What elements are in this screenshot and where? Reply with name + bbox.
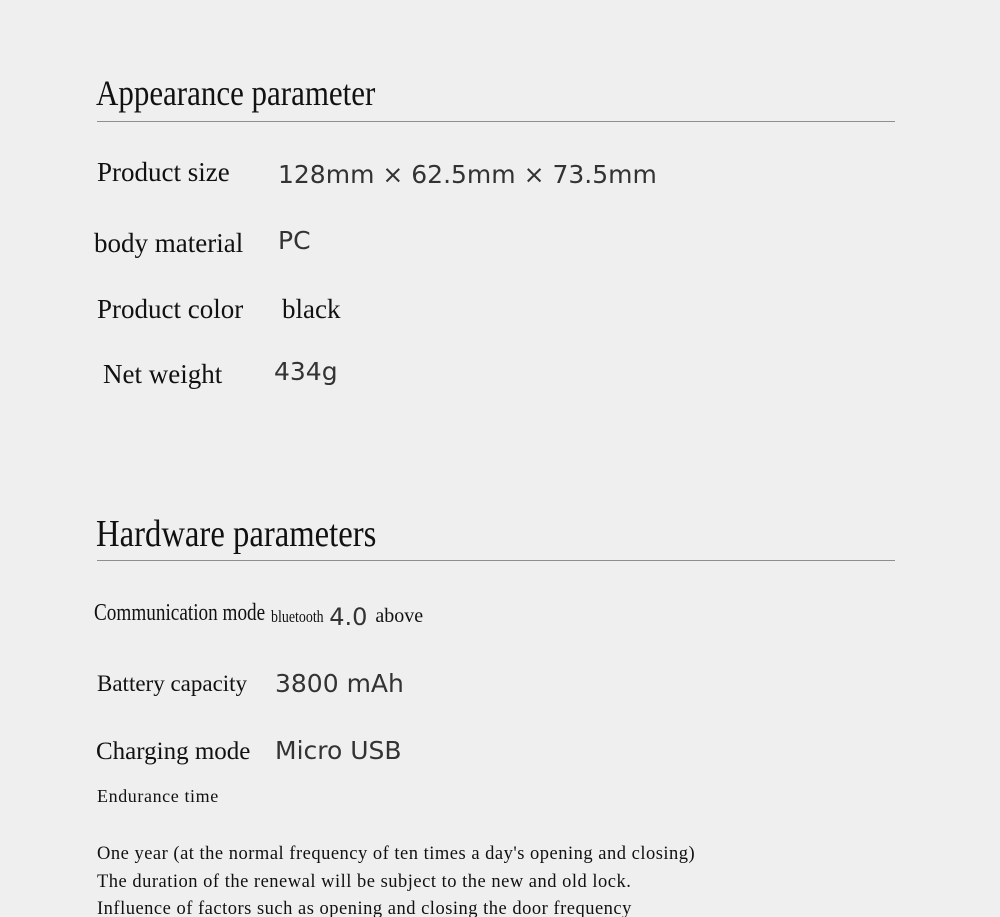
net-weight-value: 434g: [274, 357, 338, 386]
product-size-value: 128mm × 62.5mm × 73.5mm: [278, 160, 657, 189]
endurance-line: Influence of factors such as opening and closing the door frequency: [97, 899, 632, 917]
battery-capacity-value: 3800 mAh: [275, 669, 404, 698]
appearance-section-title: Appearance parameter: [96, 73, 376, 113]
hardware-divider: [97, 560, 895, 561]
net-weight-label: Net weight: [103, 359, 223, 389]
product-size-label: Product size: [97, 157, 230, 187]
appearance-divider: [97, 121, 895, 122]
communication-version: 4.0: [329, 603, 368, 631]
body-material-label: body material: [94, 228, 244, 258]
endurance-line: The duration of the renewal will be subject to the new and old lock.: [97, 871, 632, 892]
endurance-line: One year (at the normal frequency of ten times a day's opening and closing): [97, 844, 696, 864]
communication-mode-label: Communication mode: [94, 600, 266, 626]
endurance-time-label: Endurance time: [97, 786, 219, 806]
product-color-label: Product color: [97, 294, 244, 324]
hardware-section-title: Hardware parameters: [96, 513, 377, 555]
product-color-value: black: [282, 294, 341, 324]
endurance-time-description: [97, 841, 695, 917]
charging-mode-label: Charging mode: [96, 738, 251, 765]
communication-protocol: bluetooth: [271, 607, 324, 626]
communication-mode-value: [271, 600, 424, 631]
battery-capacity-label: Battery capacity: [97, 671, 248, 696]
body-material-value: PC: [278, 226, 311, 255]
communication-qualifier: above: [375, 605, 424, 627]
charging-mode-value: Micro USB: [275, 736, 402, 765]
